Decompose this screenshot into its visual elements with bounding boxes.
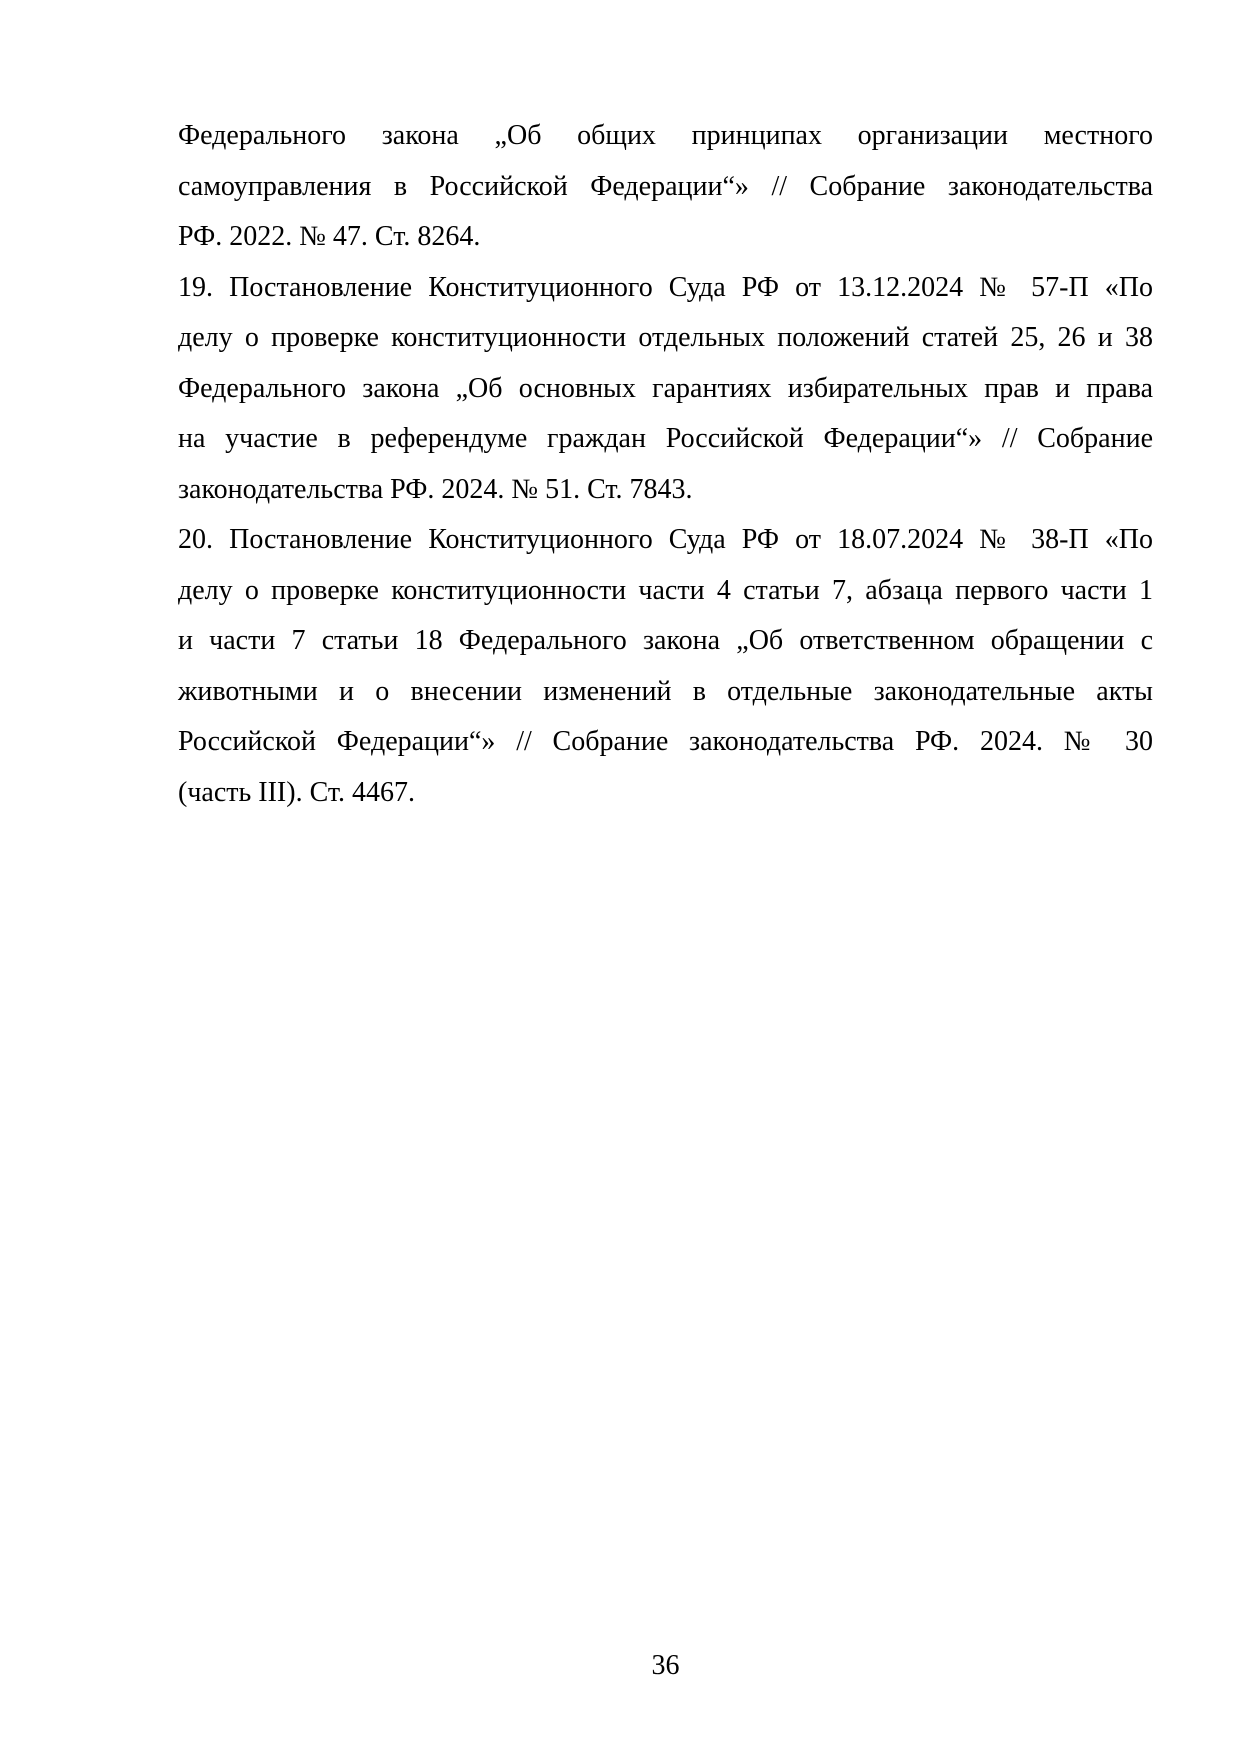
text-line: самоуправления в Российской Федерации“» // Собрание законодательства — [178, 170, 1153, 202]
text-line: на участие в референдуме граждан Российской Федерации“» // Собрание — [178, 423, 1153, 454]
text-line: 20. Постановление Конституционного Суда РФ от 18.07.2024 № 38-П «По — [178, 524, 1153, 555]
text-line: делу о проверке конституционности отдельных положений статей 25, 26 и 38 — [178, 322, 1153, 353]
text-line: 19. Постановление Конституционного Суда РФ от 13.12.2024 № 57-П «По — [178, 271, 1153, 303]
text-line: делу о проверке конституционности части 4 статьи 7, абзаца первого части 1 — [178, 574, 1153, 606]
text-line: Федерального закона „Об основных гарантиях избирательных прав и права — [178, 372, 1153, 404]
text-line: и части 7 статьи 18 Федерального закона „Об ответственном обращении с — [178, 625, 1153, 656]
text-line: Федерального закона „Об общих принципах организации местного — [178, 120, 1153, 151]
text-line: Российской Федерации“» // Собрание законодательства РФ. 2024. № 30 — [178, 726, 1153, 757]
page-body — [178, 111, 1153, 818]
text-line: (часть III). Ст. 4467. — [178, 776, 416, 808]
text-line: РФ. 2022. № 47. Ст. 8264. — [178, 221, 481, 252]
reference-entry-continued — [178, 111, 1153, 263]
reference-entry-20 — [178, 515, 1153, 818]
page-number: 36 — [651, 1650, 680, 1681]
text-line: законодательства РФ. 2024. № 51. Ст. 7843. — [178, 473, 693, 505]
reference-entry-19 — [178, 263, 1153, 516]
text-line: животными и о внесении изменений в отдельные законодательные акты — [178, 675, 1153, 707]
